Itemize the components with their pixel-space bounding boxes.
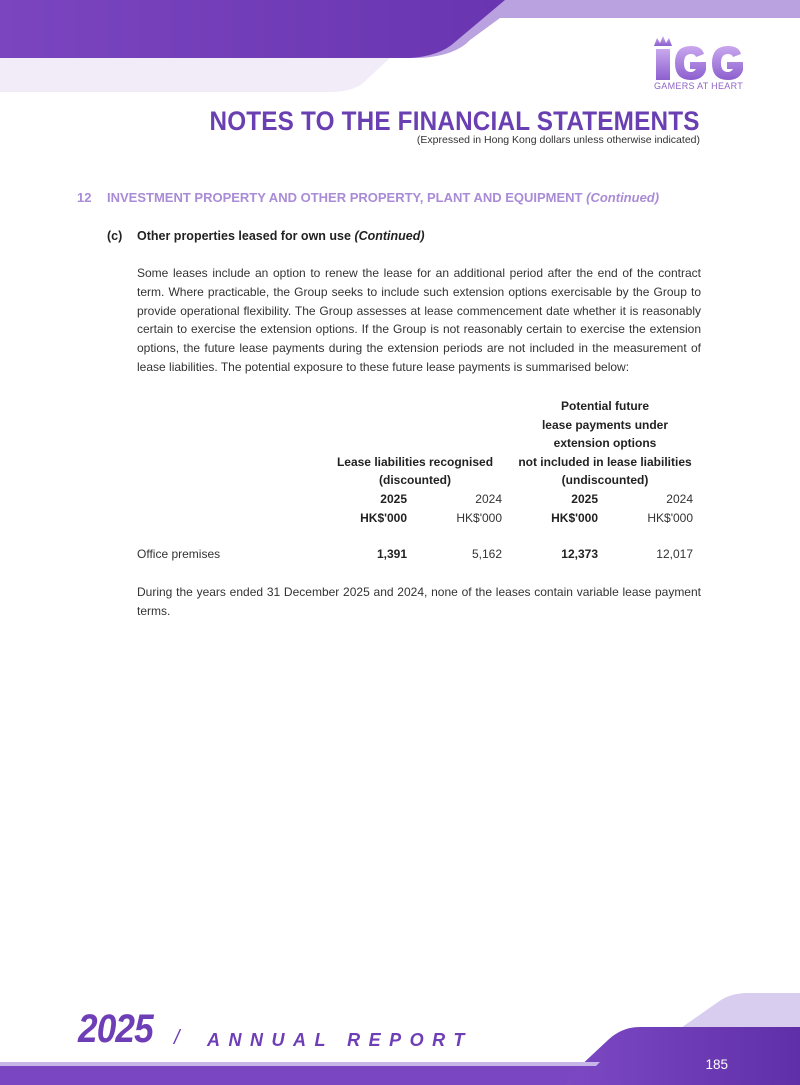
- section-title-text: INVESTMENT PROPERTY AND OTHER PROPERTY, PLANT AND EQUIPMENT: [107, 190, 583, 205]
- table-cell: 1,391: [376, 547, 407, 561]
- unit-col-4: HK$'000: [647, 511, 693, 525]
- logo-tagline: GAMERS AT HEART: [654, 81, 744, 91]
- table-cell: 5,162: [471, 547, 502, 561]
- header-right-line-2: lease payments under: [541, 418, 669, 432]
- year-col-1: 2025: [380, 492, 407, 506]
- subsection-letter: (c): [107, 229, 123, 243]
- paragraph-variable-payments: During the years ended 31 December 2025 and 2024, none of the leases contain variable lease payment terms.: [137, 585, 701, 618]
- subsection-title: [137, 229, 425, 243]
- header-right-line-5: (undiscounted): [561, 473, 649, 487]
- year-col-3: 2025: [571, 492, 598, 506]
- header-right-line-1: Potential future: [560, 399, 649, 413]
- subsection-continued: (Continued): [354, 229, 425, 243]
- page-number: 185: [705, 1057, 728, 1072]
- unit-col-2: HK$'000: [456, 511, 502, 525]
- year-col-2: 2024: [475, 492, 502, 506]
- section-continued: (Continued): [586, 190, 660, 205]
- paragraph-lease-options: Some leases include an option to renew the lease for an additional period after the end of the contract term. Where practicable, the Group seeks to include such extension options exercisable by the Group to provide operational flexibility. The Group assesses at lease commencement date whether it is reasonably certain to exercise the extension options. If the Group is not reasonably certain to exercise the extension options, the future lease payments during the extension periods are not included in the measurement of lease liabilities. The potential exposure to these future lease payments is summarised below:: [137, 266, 701, 374]
- section-title: [107, 190, 659, 205]
- row-label-office-premises: Office premises: [137, 547, 221, 561]
- igg-logo-mark: [648, 36, 748, 82]
- header-right-line-4: not included in lease liabilities: [518, 455, 692, 469]
- igg-logo: [648, 36, 748, 96]
- table-cell: 12,017: [656, 547, 693, 561]
- page-title: NOTES TO THE FINANCIAL STATEMENTS: [209, 106, 700, 136]
- header-left-line-2: (discounted): [379, 473, 451, 487]
- footer-slash: /: [174, 1027, 180, 1049]
- header-right-line-3: extension options: [553, 436, 657, 450]
- section-number: 12: [77, 190, 92, 205]
- header-left-line-1: Lease liabilities recognised: [336, 455, 494, 469]
- footer-annual-report: ANNUAL REPORT: [207, 1030, 473, 1050]
- unit-col-1: HK$'000: [360, 511, 407, 525]
- subsection-title-text: Other properties leased for own use: [137, 229, 351, 243]
- unit-col-3: HK$'000: [551, 511, 598, 525]
- table-cell: 12,373: [561, 547, 598, 561]
- footer-year: 2025: [78, 1007, 153, 1051]
- page-subtitle: (Expressed in Hong Kong dollars unless otherwise indicated): [416, 134, 700, 146]
- year-col-4: 2024: [666, 492, 693, 506]
